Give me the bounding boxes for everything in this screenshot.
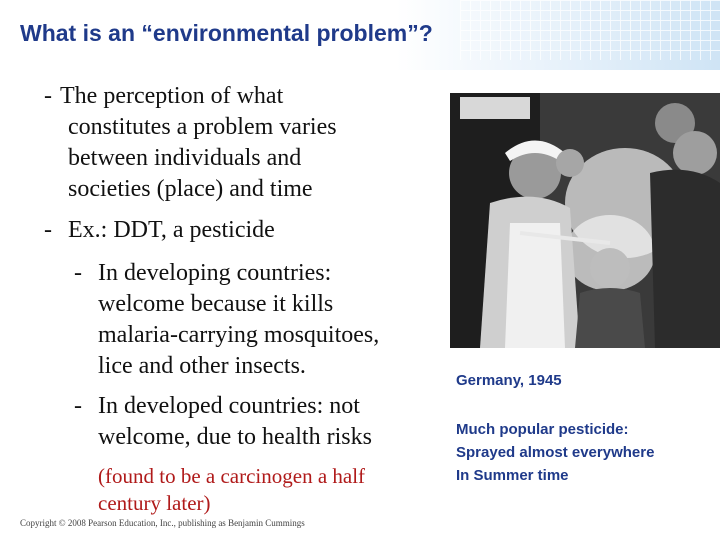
bullet-line: lice and other insects. bbox=[98, 353, 306, 379]
bullet-perception bbox=[44, 81, 434, 205]
bullet-line: Ex.: DDT, a pesticide bbox=[68, 217, 275, 243]
photo-caption-year: Germany, 1945 bbox=[456, 372, 562, 389]
photo-illustration bbox=[450, 93, 720, 348]
historical-photo bbox=[450, 93, 720, 348]
bullet-line: constitutes a problem varies bbox=[68, 114, 337, 140]
note-line: (found to be a carcinogen a half bbox=[98, 464, 366, 488]
bullet-line: welcome because it kills bbox=[98, 291, 334, 317]
bullet-line: welcome, due to health risks bbox=[98, 424, 372, 450]
banner-grid-decoration bbox=[460, 0, 720, 60]
carcinogen-note bbox=[98, 463, 438, 517]
caption-line: Sprayed almost everywhere bbox=[456, 444, 655, 461]
bullet-line: In developed countries: not bbox=[98, 393, 360, 419]
bullet-dash: - bbox=[74, 260, 82, 286]
copyright-notice: Copyright © 2008 Pearson Education, Inc., publishing as Benjamin Cummings bbox=[20, 518, 305, 528]
slide-title: What is an “environmental problem”? bbox=[20, 20, 433, 46]
bullet-dash: - bbox=[74, 393, 82, 419]
bullet-line: In developing countries: bbox=[98, 260, 332, 286]
sub-bullet-developed bbox=[74, 391, 444, 453]
sub-bullet-developing bbox=[74, 258, 444, 382]
photo-caption-description bbox=[456, 418, 654, 487]
caption-line: Much popular pesticide: bbox=[456, 421, 629, 438]
bullet-line: malaria-carrying mosquitoes, bbox=[98, 322, 380, 348]
bullet-line: between individuals and bbox=[68, 145, 302, 171]
bullet-example bbox=[44, 215, 434, 246]
caption-line: In Summer time bbox=[456, 467, 569, 484]
note-line: century later) bbox=[98, 491, 211, 515]
bullet-dash: - bbox=[44, 217, 52, 243]
bullet-dash: - bbox=[44, 83, 52, 109]
bullet-line: societies (place) and time bbox=[68, 176, 313, 202]
bullet-line: The perception of what bbox=[60, 83, 284, 109]
